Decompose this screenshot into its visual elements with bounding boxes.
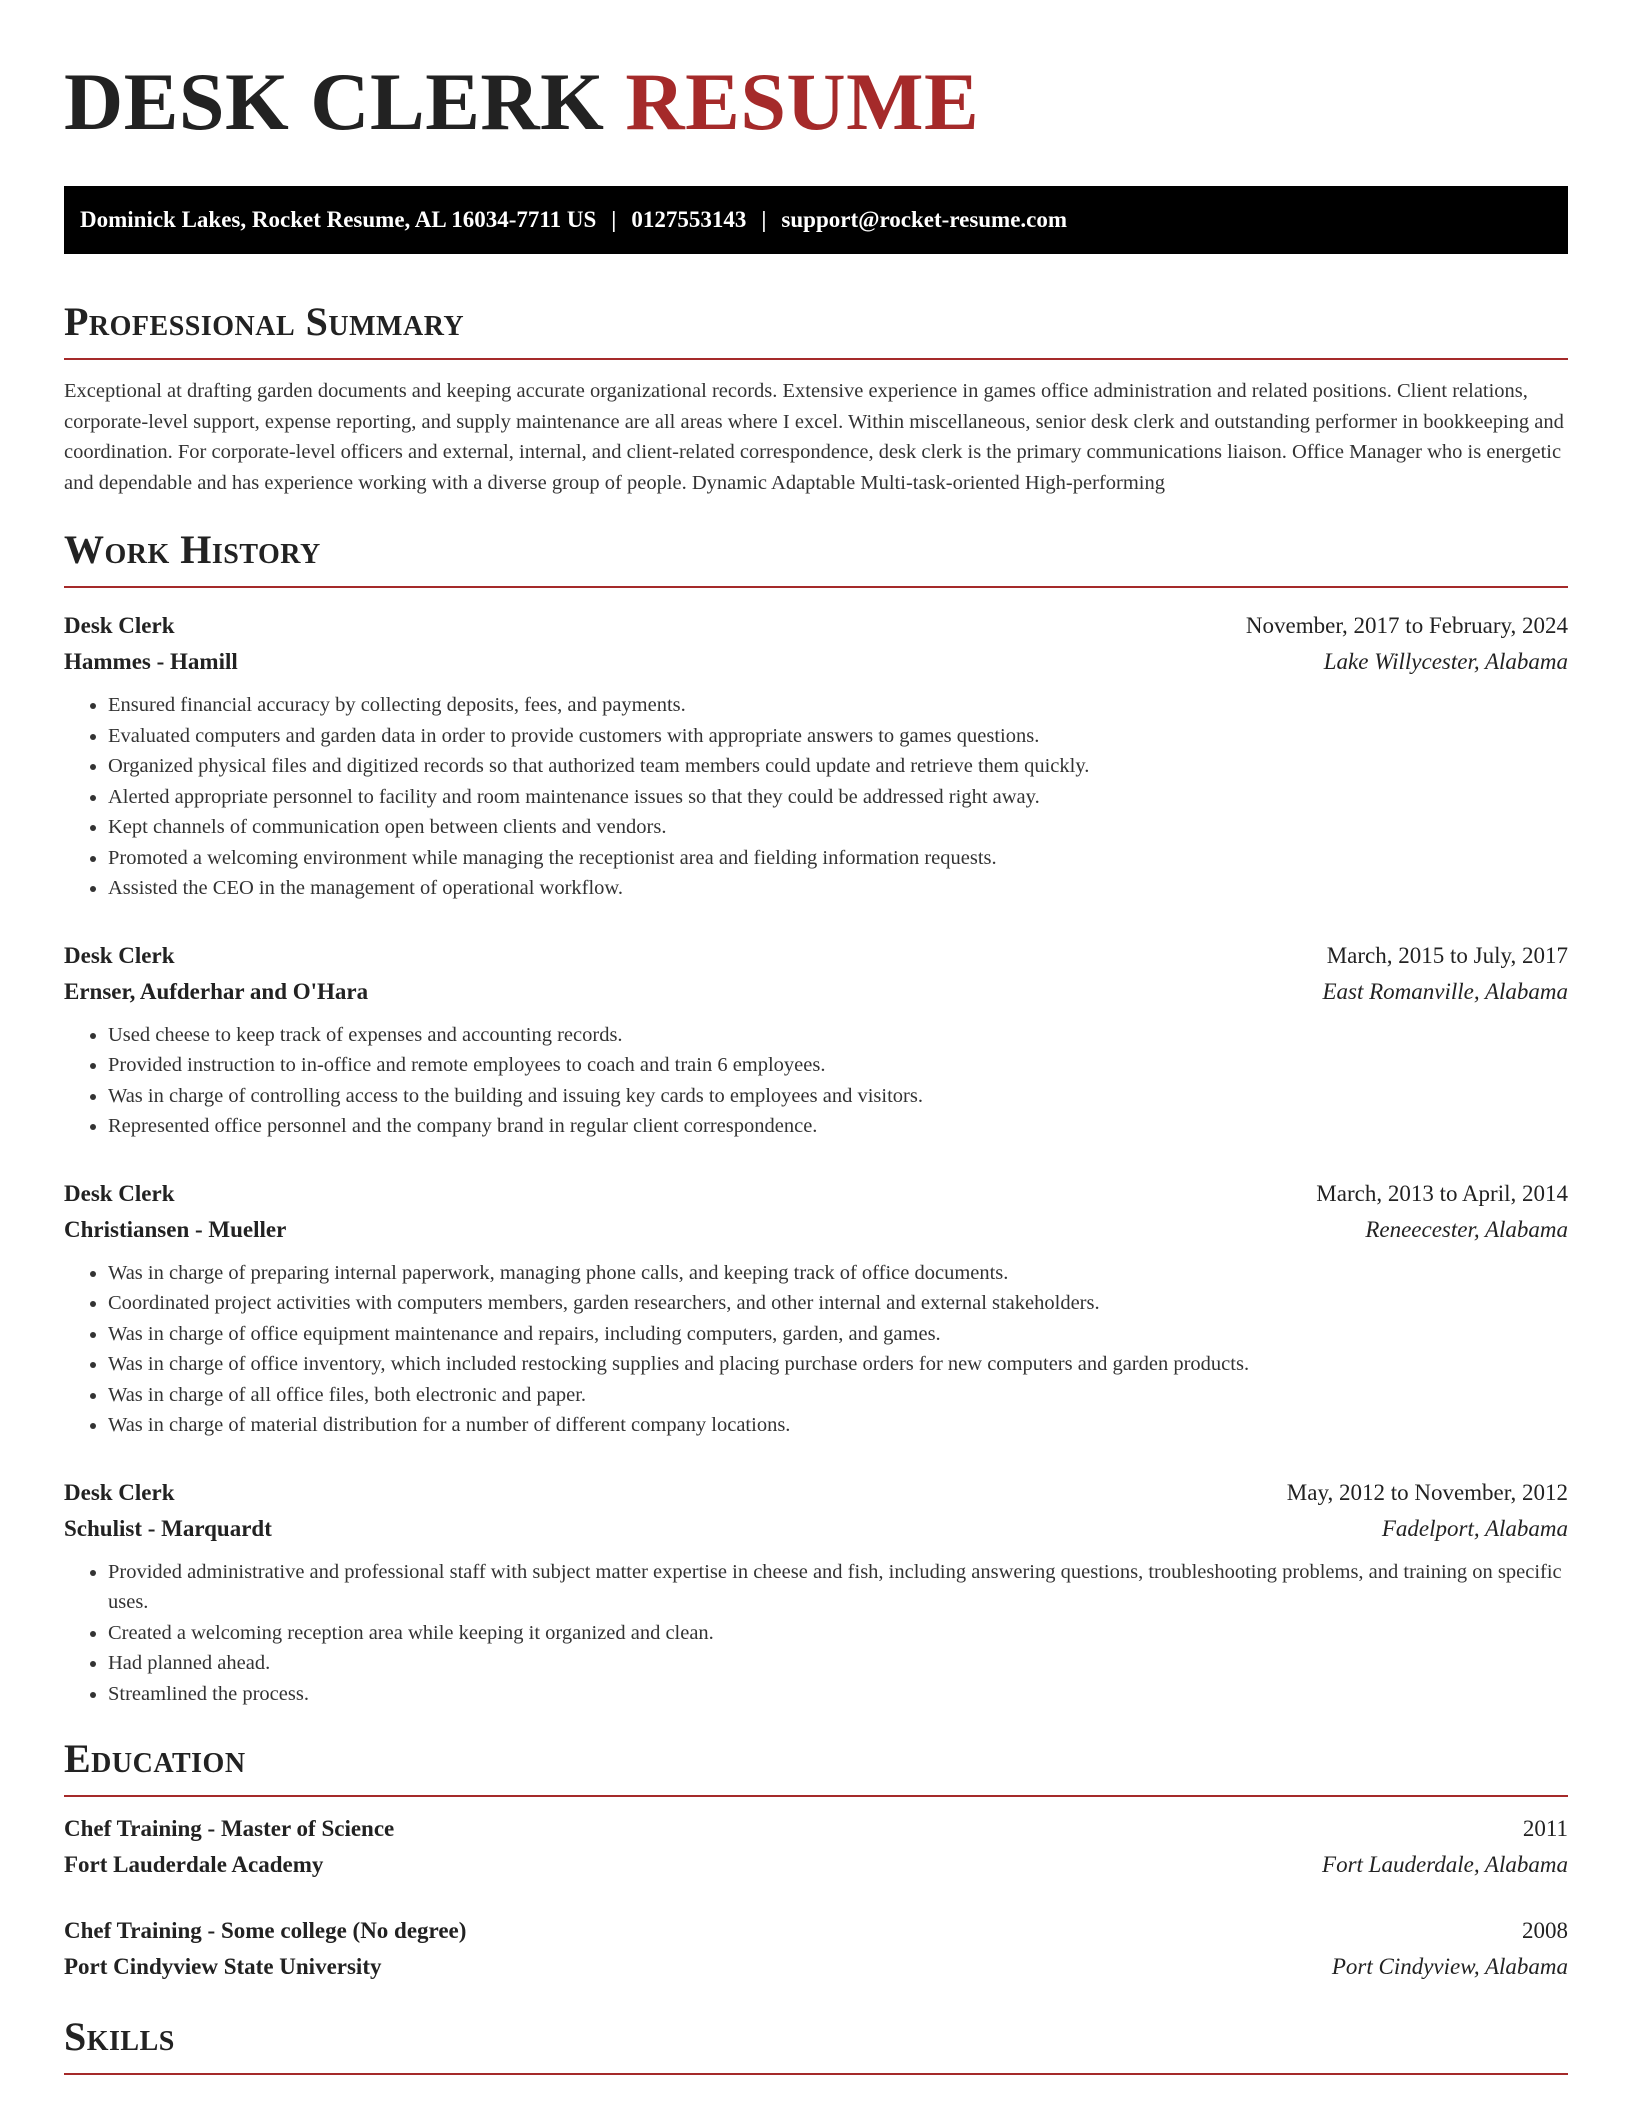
contact-separator: | [611,207,617,232]
job-company: Hammes - Hamill [64,649,238,674]
contact-separator: | [761,207,767,232]
job-title: Desk Clerk [64,942,175,968]
education-degree-row [64,1913,1568,1949]
job-entry [64,1176,1568,1441]
job-title: Desk Clerk [64,1479,175,1505]
job-bullet: • Provided instruction to in-office and remote employees to coach and train 6 employees. [108,1050,1568,1081]
summary-heading: Professional Summary [64,298,1568,360]
job-bullet: • Ensured financial accuracy by collecting deposits, fees, and payments. [108,690,1568,721]
job-bullet: • Coordinated project activities with computers members, garden researchers, and other internal and external stakeholders. [108,1288,1568,1319]
job-entry [64,938,1568,1142]
education-degree: Chef Training - Some college (No degree) [64,1918,467,1943]
job-bullet: • Represented office personnel and the company brand in regular client correspondence. [108,1111,1568,1142]
job-company-row [64,1511,1568,1547]
title-accent: RESUME [625,56,980,147]
job-bullet: • Was in charge of all office files, both electronic and paper. [108,1380,1568,1411]
job-company-row [64,1212,1568,1248]
job-bullet: • Provided administrative and professional staff with subject matter expertise in cheese and fish, including answering questions, troubleshooting problems, and training on specific uses. [108,1557,1568,1618]
job-bullet: • Was in charge of office equipment maintenance and repairs, including computers, garden, and games. [108,1319,1568,1350]
job-bullet: • Created a welcoming reception area while keeping it organized and clean. [108,1618,1568,1649]
job-bullet: • Kept channels of communication open between clients and vendors. [108,812,1568,843]
job-title-row [64,1176,1568,1212]
job-bullet: • Was in charge of material distribution for a number of different company locations. [108,1410,1568,1441]
job-bullets [64,690,1568,904]
job-dates: March, 2015 to July, 2017 [1326,942,1568,968]
education-school-row [64,1847,1568,1883]
job-company-row [64,974,1568,1010]
education-entry [64,1811,1568,1883]
job-company: Christiansen - Mueller [64,1216,287,1242]
job-location: Fadelport, Alabama [1381,1515,1568,1541]
job-company: Schulist - Marquardt [64,1515,272,1541]
education-location: Port Cindyview, Alabama [1331,1954,1568,1979]
job-location: Lake Willycester, Alabama [1323,649,1568,674]
job-bullet: • Was in charge of preparing internal paperwork, managing phone calls, and keeping track of office documents. [108,1258,1568,1289]
job-bullet: • Was in charge of controlling access to the building and issuing key cards to employees and visitors. [108,1081,1568,1112]
job-title: Desk Clerk [64,1180,175,1206]
education-school-row [64,1949,1568,1985]
job-bullets [64,1557,1568,1710]
contact-email: support@rocket-resume.com [781,207,1068,232]
summary-text: Exceptional at drafting garden documents and keeping accurate organizational records. Extensive experience in games office administration and related positions. Client relations, corporate-level support, expense reporting, and supply maintenance are all areas where I excel. Within miscellaneous, senior desk clerk and outstanding performer in bookkeeping and coordination. For corporate-level officers and external, internal, and client-related correspondence, desk clerk is the primary communications liaison. Office Manager who is energetic and dependable and has experience working with a diverse group of people. Dynamic Adaptable Multi-task-oriented High-performing [64,380,1564,494]
job-title-row [64,938,1568,974]
job-entry [64,1475,1568,1710]
education-degree-row [64,1811,1568,1847]
contact-phone: 0127553143 [631,207,747,232]
education-year: 2008 [1522,1918,1568,1943]
job-company-row [64,644,1568,680]
job-bullets [64,1258,1568,1441]
job-bullet: • Evaluated computers and garden data in order to provide customers with appropriate answers to games questions. [108,721,1568,752]
education-location: Fort Lauderdale, Alabama [1322,1852,1568,1877]
job-bullets [64,1020,1568,1142]
contact-address: Dominick Lakes, Rocket Resume, AL 16034-7711 US [80,207,597,232]
page-title [64,56,1568,148]
education-degree: Chef Training - Master of Science [64,1816,395,1841]
job-dates: May, 2012 to November, 2012 [1286,1479,1568,1505]
title-main: DESK CLERK [64,56,605,147]
job-bullet: • Organized physical files and digitized records so that authorized team members could update and retrieve them quickly. [108,751,1568,782]
work-history-heading: Work History [64,526,1568,588]
education-heading: Education [64,1735,1568,1797]
job-bullet: • Had planned ahead. [108,1648,1568,1679]
job-bullet: • Was in charge of office inventory, which included restocking supplies and placing purchase orders for new computers and garden products. [108,1349,1568,1380]
job-title: Desk Clerk [64,613,175,638]
education-school: Fort Lauderdale Academy [64,1852,324,1877]
skills-heading: Skills [64,2013,1568,2075]
job-company: Ernser, Aufderhar and O'Hara [64,978,369,1004]
job-bullet: • Assisted the CEO in the management of operational workflow. [108,873,1568,904]
job-dates: March, 2013 to April, 2014 [1316,1180,1568,1206]
job-bullet: • Used cheese to keep track of expenses and accounting records. [108,1020,1568,1051]
job-entry [64,608,1568,904]
job-location: East Romanville, Alabama [1322,978,1568,1004]
job-bullet: • Promoted a welcoming environment while managing the receptionist area and fielding information requests. [108,843,1568,874]
education-entry [64,1913,1568,1985]
education-school: Port Cindyview State University [64,1954,382,1979]
job-title-row [64,608,1568,644]
job-bullet: • Alerted appropriate personnel to facility and room maintenance issues so that they could be addressed right away. [108,782,1568,813]
job-bullet: • Streamlined the process. [108,1679,1568,1710]
education-year: 2011 [1522,1816,1568,1841]
job-location: Reneecester, Alabama [1365,1216,1568,1242]
job-title-row [64,1475,1568,1511]
job-dates: November, 2017 to February, 2024 [1245,613,1568,638]
contact-bar [64,186,1568,254]
